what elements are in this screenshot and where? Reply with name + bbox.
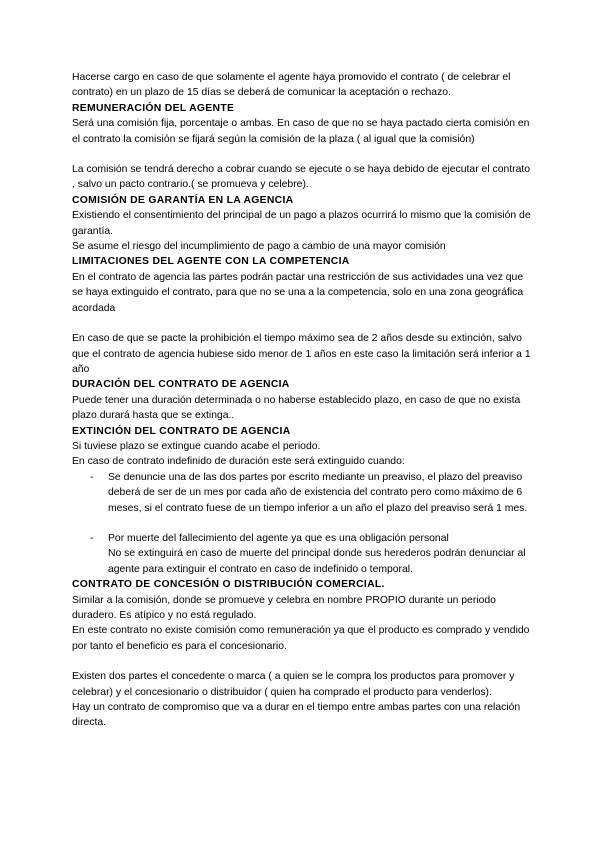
bullet-dash: - (90, 532, 94, 544)
list-item (72, 470, 532, 516)
limitaciones-paragraph-1: En el contrato de agencia las partes podrán pactar una restricción de sus actividades una vez que se haya extinguido el contrato, para que no se una a la competencia, solo en una zona geográfica acordada (72, 271, 524, 314)
heading-comision-garantia: COMISIÓN DE GARANTÍA EN LA AGENCIA (72, 194, 294, 206)
concesion-paragraph-1: Similar a la comisión, donde se promueve y celebra en nombre PROPIO durante un periodo duradero. Es atípico y no está regulado. (72, 594, 496, 621)
document-page (72, 70, 532, 731)
garantia-paragraph-2: Se asume el riesgo del incumplimiento de pago a cambio de una mayor comisión (72, 241, 446, 253)
list-item (72, 531, 532, 577)
heading-extincion: EXTINCIÓN DEL CONTRATO DE AGENCIA (72, 425, 291, 437)
concesion-paragraph-2: En este contrato no existe comisión como remuneración ya que el producto es comprado y vendido por tanto el beneficio es para el concesionario. (72, 625, 530, 652)
paragraph-spacer (72, 147, 532, 162)
paragraph-spacer (72, 654, 532, 669)
duracion-paragraph-1: Puede tener una duración determinada o no haberse establecido plazo, en caso de que no exista plazo durará hasta que se extinga.. (72, 394, 521, 422)
remuneracion-paragraph-2: La comisión se tendrá derecho a cobrar cuando se ejecute o se haya debido de ejecutar el contrato , salvo un pacto contrario.( se promueva y celebre). (72, 164, 531, 191)
extincion-bullet-list (72, 470, 532, 577)
bullet-text: Por muerte del fallecimiento del agente ya que es una obligación personal (108, 532, 449, 544)
heading-duracion: DURACIÓN DEL CONTRATO DE AGENCIA (72, 379, 290, 391)
bullet-dash: - (90, 471, 94, 483)
paragraph-spacer (72, 316, 532, 331)
heading-limitaciones: LIMITACIONES DEL AGENTE CON LA COMPETENCIA (72, 256, 350, 268)
bullet-continuation-text: No se extinguirá en caso de muerte del principal donde sus herederos podrán denunciar al agente para extinguir el contrato en caso de indefinido o temporal. (108, 548, 526, 575)
heading-concesion: CONTRATO DE CONCESIÓN O DISTRIBUCIÓN COMERCIAL. (72, 579, 385, 591)
heading-remuneracion: REMUNERACIÓN DEL AGENTE (72, 102, 235, 114)
remuneracion-paragraph-1: Será una comisión fija, porcentaje o ambas. En caso de que no se haya pactado cierta comisión en el contrato la comisión se fijará según la comisión de la plaza ( al igual que la comisión) (72, 118, 530, 145)
extincion-paragraph-1: Si tuviese plazo se extingue cuando acabe el periodo. (72, 440, 321, 452)
extincion-paragraph-2: En caso de contrato indefinido de duración este será extinguido cuando: (72, 456, 405, 468)
garantia-paragraph-1: Existiendo el consentimiento del principal de un pago a plazos ocurrirá lo mismo que la comisión de garantía. (72, 210, 531, 237)
limitaciones-paragraph-2: En caso de que se pacte la prohibición el tiempo máximo sea de 2 años desde su extinción, salvo que el contrato de agencia hubiese sido menor de 1 años en este caso la limitación será inferior a 1 año (72, 333, 531, 375)
concesion-paragraph-4: Hay un contrato de compromiso que va a durar en el tiempo entre ambas partes con una relación directa. (72, 702, 521, 729)
concesion-paragraph-3: Existen dos partes el concedente o marca ( a quien se le compra los productos para promover y celebrar) y el concesionario o distribuidor ( quien ha comprado el producto para venderlos). (72, 671, 515, 698)
list-spacer (72, 516, 532, 531)
intro-paragraph: Hacerse cargo en caso de que solamente el agente haya promovido el contrato ( de celebrar el contrato) en un plazo de 15 días se deberá de comunicar la aceptación o rechazo. (72, 72, 511, 99)
bullet-text: Se denuncie una de las dos partes por escrito mediante un preaviso, el plazo del preaviso deberá de ser de un mes por cada año de existencia del contrato pero como máximo de 6 meses, si el contrato fuese de un tiempo inferior a un año el plazo del preaviso será 1 mes. (108, 471, 528, 514)
